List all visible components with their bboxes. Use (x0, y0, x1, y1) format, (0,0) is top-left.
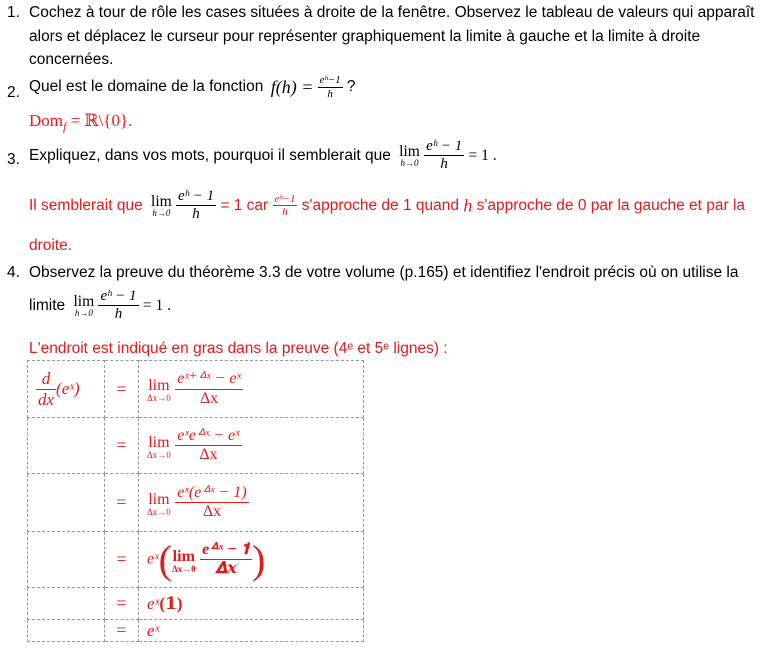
limit-h-to-0: lim h→0 (399, 142, 420, 168)
item-2-number: 2. (7, 84, 20, 101)
item-2-text: Quel est le domaine de la fonction (29, 78, 264, 96)
fraction-eh-minus-1-over-h: $\frac{\text{eʰ−1}}{h}$ (319, 74, 341, 100)
answer-3-line2: droite. (29, 237, 73, 254)
item-1-text-line2: alors et déplacez le curseur pour représenter graphiquement la limite à gauche et la limite à droite (29, 28, 701, 45)
item-4-text-line1: Observez la preuve du théorème 3.3 de votre volume (p.165) et identifiez l'endroit précis où on utilise la (29, 264, 739, 281)
answer-3-line1: Il semblerait que lim h→0 $\frac{\text{eʰ − 1}}{h}$ = 1 car $\frac{\text{eʰ−1}}{h}$ s'approche de 1 quand h s'approche de 0 par la gauche et par la (29, 188, 746, 223)
proof-row: = eˣ (28, 620, 364, 642)
item-3-number: 3. (7, 151, 20, 168)
f-symbol: f (270, 76, 276, 97)
item-1-number: 1. (7, 4, 20, 21)
item-2-question-mark: ? (346, 78, 356, 96)
proof-row: = eˣ(lim Δx→0 $\frac{\text{eᐞˣ − 𝟏}}{\text{𝚫𝒙}}$ ) (28, 532, 364, 588)
answer-4-intro: L'endroit est indiqué en gras dans la preuve (4ᵉ et 5ᵉ lignes) : (29, 340, 448, 357)
proof-row: = lim Δx→0 $\frac{\text{eˣ(eᐞˣ − 1)}}{\Delta x}$ (28, 474, 364, 532)
proof-table (27, 360, 364, 642)
item-1-text-line1: Cochez à tour de rôle les cases situées à droite de la fenêtre. Observez le tableau de valeurs qui apparaît (29, 4, 755, 21)
proof-row: $\frac{d}{dx}$ (eˣ) = lim Δx→0 $\frac{\text{eˣ⁺ᐞˣ − eˣ}}{\Delta x}$ (28, 361, 364, 418)
fraction-eh-minus-1-over-h: $\frac{\text{eʰ − 1}}{h}$ (426, 138, 463, 173)
item-4-line2: limite lim h→0 $\frac{\text{eʰ − 1}}{h}$ = 1 . (29, 288, 171, 323)
proof-row: = lim Δx→0 $\frac{\text{eˣeᐞˣ − eˣ}}{\Delta x}$ (28, 418, 364, 474)
item-3-text: Expliquez, dans vos mots, pourquoi il semblerait que (29, 146, 391, 164)
item-4-number: 4. (7, 264, 20, 281)
item-1-text-line3: concernées. (29, 51, 114, 68)
item-2-line: Quel est le domaine de la fonction f(h) = $\frac{\text{eʰ−1}}{h}$ ? (29, 74, 356, 100)
proof-row: = eˣ(𝟏) (28, 588, 364, 620)
answer-2: Dom$_f$ = ℝ\{0}. (29, 111, 133, 134)
item-3-line: Expliquez, dans vos mots, pourquoi il semblerait que lim h→0 $\frac{\text{eʰ − 1}}{h}$ = 1 . (29, 138, 497, 173)
h-symbol: h (281, 76, 291, 97)
